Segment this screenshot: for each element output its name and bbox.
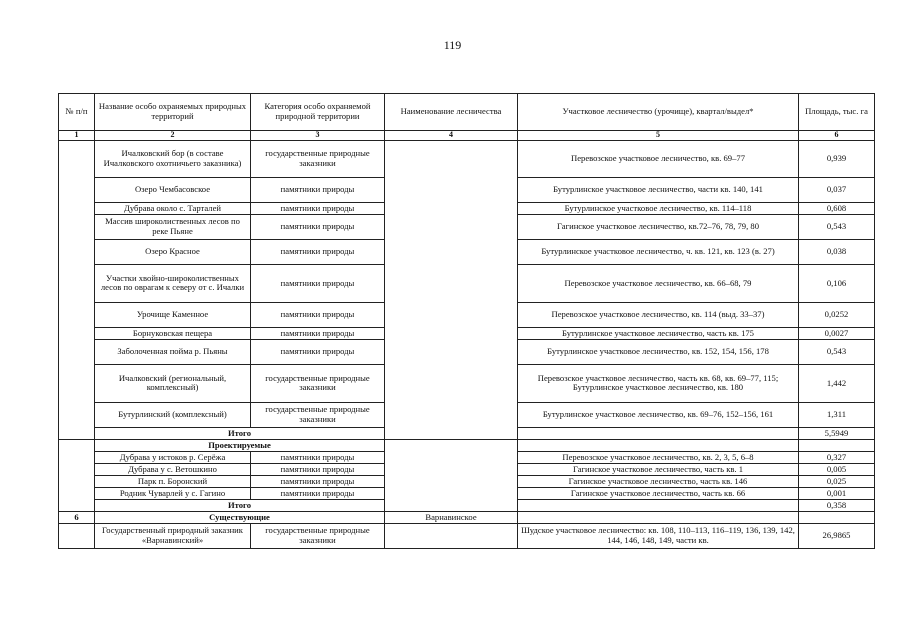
cell-num	[59, 427, 95, 439]
cell-area: 0,037	[799, 177, 875, 202]
cell-name: Заболоченная пойма р. Пьяны	[95, 339, 251, 364]
cell-category: памятники природы	[251, 202, 385, 214]
cell-location: Перевозское участковое лесничество, часть кв. 68, кв. 69–77, 115; Бутурлинское участковое лесничество, кв. 180	[518, 364, 799, 402]
column-number-row	[59, 131, 875, 141]
header-category: Категория особо охраняемой природной территории	[251, 94, 385, 131]
cell-name: Дубрава у истоков р. Серёжа	[95, 451, 251, 463]
cell-name: Ичалковский бор (в составе Ичалковского охотничьего заказника)	[95, 140, 251, 177]
cell-name: Парк п. Боронский	[95, 475, 251, 487]
cell-num	[59, 264, 95, 302]
cell-category: памятники природы	[251, 214, 385, 239]
cell-location: Гагинское участковое лесничество, часть кв. 66	[518, 487, 799, 499]
cell-area: 0,327	[799, 451, 875, 463]
total-row	[59, 427, 875, 439]
cell-category: государственные природные заказники	[251, 140, 385, 177]
cell-num	[59, 140, 95, 177]
header-name: Название особо охраняемых природных территорий	[95, 94, 251, 131]
header-num: № п/п	[59, 94, 95, 131]
table-row	[59, 140, 875, 177]
cell-area	[799, 511, 875, 523]
total-label: Итого	[95, 427, 385, 439]
cell-category: памятники природы	[251, 177, 385, 202]
cell-location: Бутурлинское участковое лесничество, кв. 69–76, 152–156, 161	[518, 402, 799, 427]
cell-area: 0,038	[799, 239, 875, 264]
cell-name: Участки хвойно-широколиственных лесов по оврагам к северу от с. Ичалки	[95, 264, 251, 302]
cell-category: памятники природы	[251, 451, 385, 463]
section-row	[59, 511, 875, 523]
col-number: 5	[518, 131, 799, 141]
cell-forestry: Варнавинское	[385, 511, 518, 523]
cell-category: памятники природы	[251, 475, 385, 487]
header-area: Площадь, тыс. га	[799, 94, 875, 131]
cell-forestry	[385, 439, 518, 511]
cell-num: 6	[59, 511, 95, 523]
cell-num	[59, 463, 95, 475]
total-area: 5,5949	[799, 427, 875, 439]
cell-category: памятники природы	[251, 463, 385, 475]
cell-num	[59, 302, 95, 327]
cell-forestry	[385, 140, 518, 427]
cell-location: Бутурлинское участковое лесничество, кв. 152, 154, 156, 178	[518, 339, 799, 364]
cell-name: Родник Чуварлей у с. Гагино	[95, 487, 251, 499]
cell-area: 0,543	[799, 214, 875, 239]
cell-num	[59, 402, 95, 427]
total-area: 0,358	[799, 499, 875, 511]
cell-num	[59, 177, 95, 202]
cell-location: Перевозское участковое лесничество, кв. 66–68, 79	[518, 264, 799, 302]
cell-category: памятники природы	[251, 339, 385, 364]
cell-name: Озеро Чембасовское	[95, 177, 251, 202]
section-projected-label: Проектируемые	[95, 439, 385, 451]
header-forestry: Наименование лесничества	[385, 94, 518, 131]
cell-location: Перевозское участковое лесничество, кв. 114 (выд. 33–37)	[518, 302, 799, 327]
cell-area: 0,106	[799, 264, 875, 302]
cell-num	[59, 451, 95, 463]
col-number: 3	[251, 131, 385, 141]
cell-num	[59, 327, 95, 339]
col-number: 6	[799, 131, 875, 141]
cell-location	[518, 439, 799, 451]
cell-name: Урочище Каменное	[95, 302, 251, 327]
protected-areas-table	[58, 93, 875, 549]
cell-location: Гагинское участковое лесничество, часть кв. 146	[518, 475, 799, 487]
cell-name: Борнуковская пещера	[95, 327, 251, 339]
cell-forestry	[385, 427, 518, 439]
cell-category: памятники природы	[251, 487, 385, 499]
cell-area: 1,442	[799, 364, 875, 402]
cell-category: памятники природы	[251, 264, 385, 302]
cell-category: памятники природы	[251, 327, 385, 339]
cell-num	[59, 239, 95, 264]
cell-name: Массив широколиственных лесов по реке Пьяне	[95, 214, 251, 239]
cell-category: государственные природные заказники	[251, 364, 385, 402]
cell-location	[518, 427, 799, 439]
cell-area: 0,001	[799, 487, 875, 499]
section-row	[59, 439, 875, 451]
cell-category: государственные природные заказники	[251, 523, 385, 548]
cell-area: 0,543	[799, 339, 875, 364]
cell-area	[799, 439, 875, 451]
total-label: Итого	[95, 499, 385, 511]
header-location: Участковое лесничество (урочище), квартал/выдел*	[518, 94, 799, 131]
cell-name: Дубрава около с. Тарталей	[95, 202, 251, 214]
cell-area: 0,0252	[799, 302, 875, 327]
cell-location: Бутурлинское участковое лесничество, ч. кв. 121, кв. 123 (в. 27)	[518, 239, 799, 264]
cell-num	[59, 439, 95, 451]
col-number: 1	[59, 131, 95, 141]
cell-name: Озеро Красное	[95, 239, 251, 264]
cell-location: Бутурлинское участковое лесничество, часть кв. 175	[518, 327, 799, 339]
cell-num	[59, 364, 95, 402]
cell-area: 26,9865	[799, 523, 875, 548]
cell-category: государственные природные заказники	[251, 402, 385, 427]
cell-name: Ичалковский (региональный, комплексный)	[95, 364, 251, 402]
table-row	[59, 523, 875, 548]
cell-location: Перевозское участковое лесничество, кв. 69–77	[518, 140, 799, 177]
cell-num	[59, 214, 95, 239]
cell-location	[518, 499, 799, 511]
header-row	[59, 94, 875, 131]
section-existing-label: Существующие	[95, 511, 385, 523]
cell-location: Бутурлинское участковое лесничество, кв. 114–118	[518, 202, 799, 214]
page-number: 119	[443, 38, 462, 52]
cell-location: Перевозское участковое лесничество, кв. 2, 3, 5, 6–8	[518, 451, 799, 463]
cell-name: Бутурлинский (комплексный)	[95, 402, 251, 427]
cell-category: памятники природы	[251, 239, 385, 264]
col-number: 4	[385, 131, 518, 141]
cell-area: 1,311	[799, 402, 875, 427]
cell-area: 0,608	[799, 202, 875, 214]
cell-area: 0,0027	[799, 327, 875, 339]
cell-category: памятники природы	[251, 302, 385, 327]
cell-num	[59, 202, 95, 214]
cell-forestry	[385, 523, 518, 548]
cell-name: Дубрава у с. Ветошкино	[95, 463, 251, 475]
cell-location	[518, 511, 799, 523]
cell-area: 0,005	[799, 463, 875, 475]
cell-location: Бутурлинское участковое лесничество, части кв. 140, 141	[518, 177, 799, 202]
cell-num	[59, 339, 95, 364]
cell-num	[59, 523, 95, 548]
cell-name: Государственный природный заказник «Варнавинский»	[95, 523, 251, 548]
col-number: 2	[95, 131, 251, 141]
cell-location: Гагинское участковое лесничество, кв.72–76, 78, 79, 80	[518, 214, 799, 239]
cell-area: 0,939	[799, 140, 875, 177]
cell-location: Гагинское участковое лесничество, часть кв. 1	[518, 463, 799, 475]
cell-num	[59, 487, 95, 499]
cell-area: 0,025	[799, 475, 875, 487]
cell-location: Шудское участковое лесничество: кв. 108, 110–113, 116–119, 136, 139, 142, 144, 146, 148, 149, части кв.	[518, 523, 799, 548]
cell-num	[59, 475, 95, 487]
cell-num	[59, 499, 95, 511]
